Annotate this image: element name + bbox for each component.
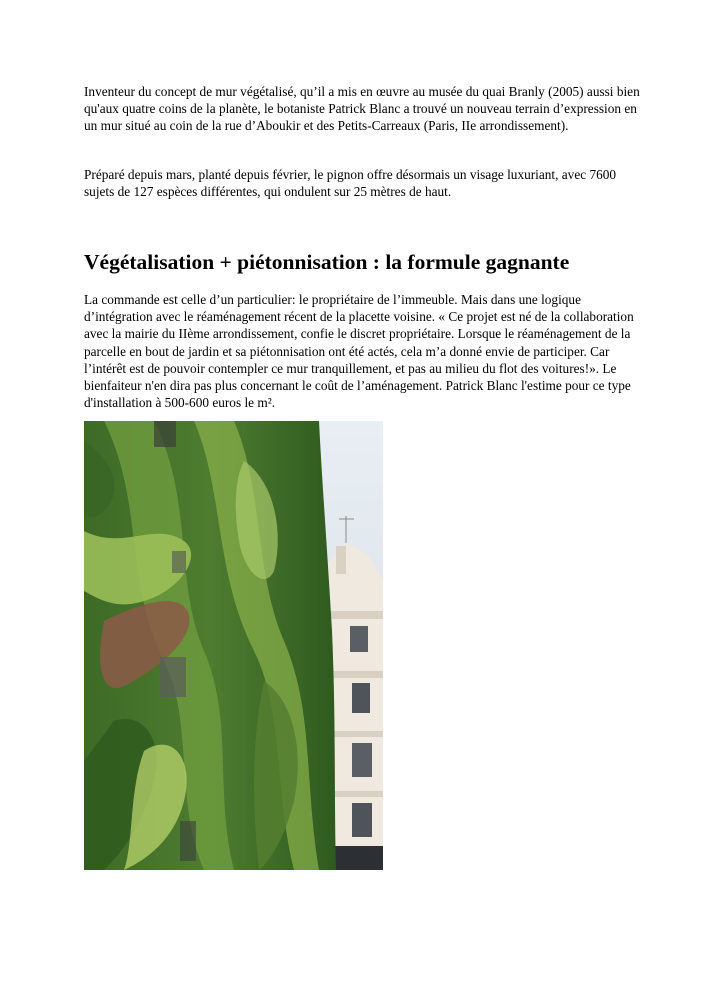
article-paragraph-commission: La commande est celle d’un particulier: le propriétaire de l’immeuble. Mais dans une logique d’intégration avec le réaménagement récent de la placette voisine. « Ce projet est né de la collaboration avec la mairie du IIème arrondissement, confie le discret propriétaire. Lorsque le réaménagement de la parcelle en bout de jardin et sa piétonnisation ont été actés, cela m’a donné envie de participer. Car l’intérêt est de pouvoir contempler ce mur tranquillement, et pas au milieu du flot des voitures!». Le bienfaiteur n'en dira pas plus concernant le coût de l’aménagement. Patrick Blanc l'estime pour ce type d'installation à 500-600 euros le m².	[84, 292, 634, 411]
article-paragraph-intro: Inventeur du concept de mur végétalisé, qu’il a mis en œuvre au musée du quai Branly (2005) aussi bien qu'aux quatre coins de la planète, le botaniste Patrick Blanc a trouvé un nouveau terrain d’expression en un mur situé au coin de la rue d’Aboukir et des Petits-Carreaux (Paris, IIe arrondissement).	[84, 84, 640, 134]
green-wall-photo	[84, 421, 383, 870]
section-heading: Végétalisation + piétonnisation : la formule gagnante	[84, 250, 570, 274]
vertical-garden	[84, 421, 336, 870]
article-paragraph-details: Préparé depuis mars, planté depuis février, le pignon offre désormais un visage luxuriant, avec 7600 sujets de 127 espèces différentes, qui ondulent sur 25 mètres de haut.	[84, 167, 617, 200]
